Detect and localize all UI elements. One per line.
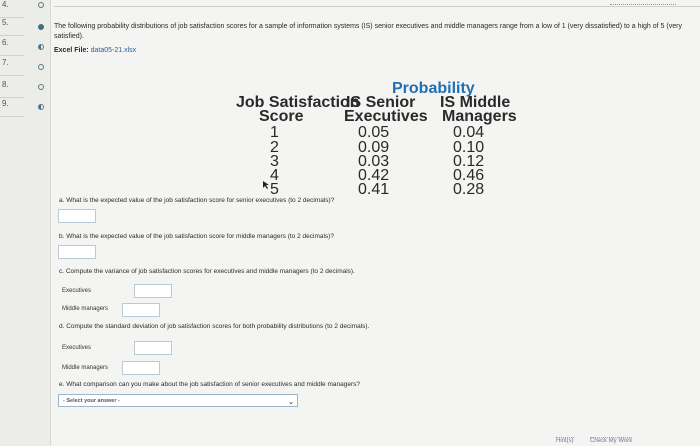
- check-my-work-button[interactable]: Check My Work: [590, 438, 633, 444]
- status-dot-icon: [38, 84, 44, 90]
- table-cell-exec: 0.41: [358, 181, 390, 198]
- stddev-managers-input[interactable]: [122, 361, 160, 375]
- status-dot-icon: [38, 104, 44, 110]
- table-cell-score: 1: [270, 124, 279, 141]
- excel-file-line: [54, 46, 684, 56]
- table-cell-exec: 0.09: [358, 139, 390, 156]
- status-dot-icon: [38, 44, 44, 50]
- col-header-exec-1: IS Senior: [346, 94, 416, 111]
- question-number[interactable]: 4.: [0, 0, 24, 18]
- comparison-select[interactable]: [58, 394, 298, 407]
- question-part-e: e. What comparison can you make about the job satisfaction of senior executives and middle managers?: [59, 381, 360, 388]
- table-cell-mgr: 0.10: [453, 139, 485, 156]
- table-cell-mgr: 0.46: [453, 167, 485, 184]
- top-right-divider: [610, 0, 676, 5]
- status-dot-icon: [38, 2, 44, 8]
- table-cell-score: 3: [270, 153, 279, 170]
- top-divider: [54, 0, 700, 7]
- question-part-d: d. Compute the standard deviation of job satisfaction scores for both probability distributions (to 2 decimals).: [59, 323, 370, 330]
- table-cell-score: 4: [270, 167, 279, 184]
- stddev-executives-input[interactable]: [134, 341, 172, 355]
- question-number[interactable]: 8.: [0, 80, 24, 98]
- table-cell-score: 2: [270, 139, 279, 156]
- table-cell-mgr: 0.28: [453, 181, 485, 198]
- question-number[interactable]: 9.: [0, 99, 24, 117]
- excel-file-link[interactable]: data05-21.xlsx: [90, 47, 137, 54]
- question-part-c: c. Compute the variance of job satisfaction scores for executives and middle managers (to 2 decimals).: [59, 268, 355, 275]
- chevron-down-icon: ⌄: [288, 399, 294, 406]
- status-dot-icon: [38, 24, 44, 30]
- probability-header: Probability: [392, 80, 475, 97]
- managers-label-d: Middle managers: [62, 365, 109, 371]
- table-cell-mgr: 0.04: [453, 124, 485, 141]
- col-header-score-2: Score: [259, 108, 304, 125]
- select-placeholder: - Select your answer -: [63, 398, 120, 404]
- answer-a-input[interactable]: [58, 209, 96, 223]
- table-cell-exec: 0.05: [358, 124, 390, 141]
- question-intro: The following probability distributions of job satisfaction scores for a sample of information systems (IS) senior executives and middle managers range from a low of 1 (very dissatisfied) to a high of 5 (very satisfied).: [54, 23, 682, 40]
- managers-label-c: Middle managers: [62, 306, 109, 312]
- cursor-icon: [262, 180, 270, 190]
- question-part-b: b. What is the expected value of the job satisfaction score for middle managers (to 2 decimals)?: [59, 233, 334, 240]
- question-number[interactable]: 5.: [0, 18, 24, 36]
- variance-executives-input[interactable]: [134, 284, 172, 298]
- answer-b-input[interactable]: [58, 245, 96, 259]
- executives-label-d: Executives: [62, 345, 92, 351]
- question-part-a: a. What is the expected value of the job satisfaction score for senior executives (to 2 decimals)?: [59, 197, 335, 204]
- col-header-mgr-1: IS Middle: [440, 94, 511, 111]
- table-cell-exec: 0.03: [358, 153, 390, 170]
- table-cell-exec: 0.42: [358, 167, 390, 184]
- variance-managers-input[interactable]: [122, 303, 160, 317]
- question-number[interactable]: 6.: [0, 38, 24, 56]
- col-header-mgr-2: Managers: [442, 108, 517, 125]
- executives-label-c: Executives: [62, 288, 92, 294]
- table-cell-score: 5: [270, 181, 279, 198]
- col-header-score-1: Job Satisfaction: [236, 94, 360, 111]
- excel-file-label: Excel File:: [54, 47, 89, 54]
- table-cell-mgr: 0.12: [453, 153, 485, 170]
- question-rail: [0, 0, 51, 446]
- col-header-exec-2: Executives: [344, 108, 428, 125]
- question-content: [54, 22, 684, 56]
- question-number[interactable]: 7.: [0, 58, 24, 76]
- status-dot-icon: [38, 64, 44, 70]
- hint-button[interactable]: Hint(s): [556, 438, 574, 444]
